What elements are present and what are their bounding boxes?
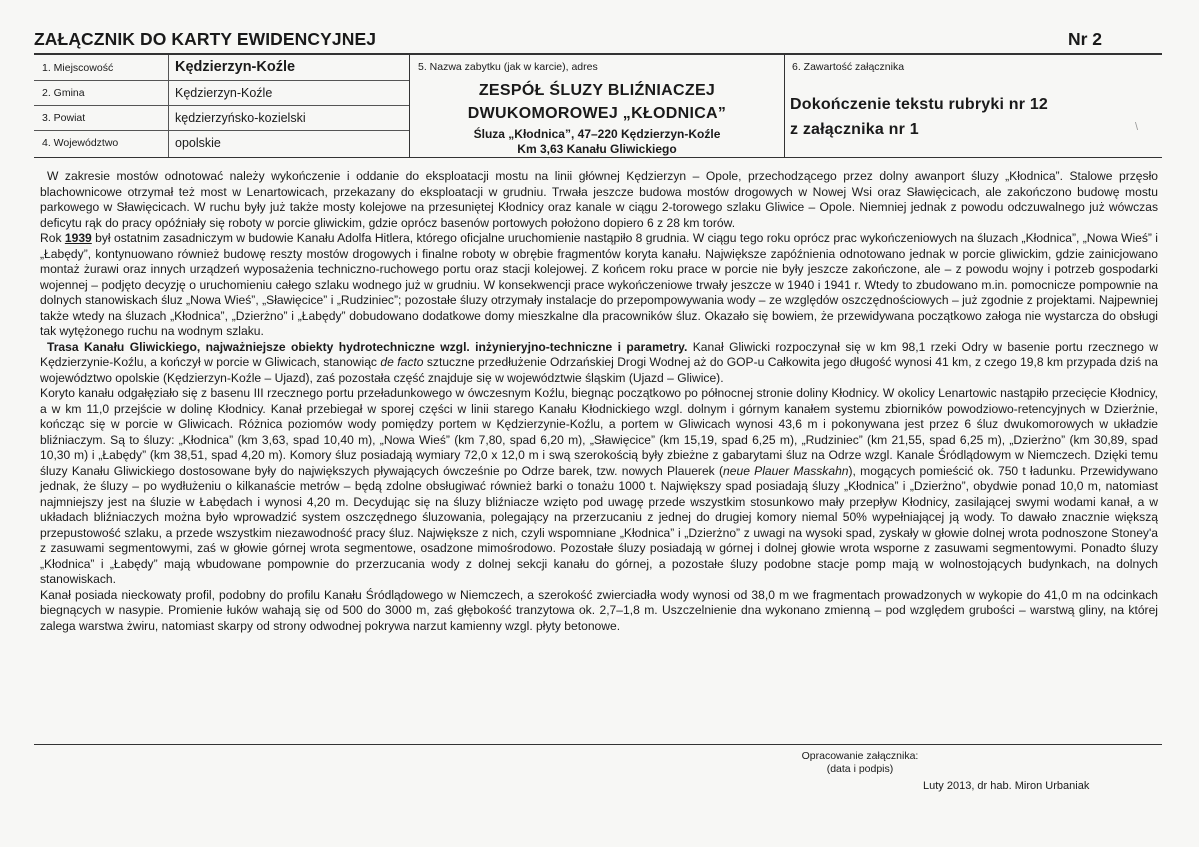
signature: Luty 2013, dr hab. Miron Urbaniak <box>923 780 1090 792</box>
bottom-divider <box>34 744 1162 745</box>
monument-label: 5. Nazwa zabytku (jak w karcie), adres <box>418 61 598 73</box>
paragraph-bridges: W zakresie mostów odnotować należy wykończenie i oddanie do eksploatacji mostu na linii głównej Kędzierzyn – Opole, przechodzącego przez dolny awanport śluzy „Kłodnica”. Stalowe przęsło blachownicowe otrzymał też most w Lenartowicach, przekazany do eksploatacji w grudniu. Trwała jeszcze budowa mostów drogowych w Nowej Wsi oraz Sławięcicach, ale zakończono budowę mostu parkowego w Sławięcicach. W ruchu były już także mosty kolejowe na przesuniętej Kłodnicy oraz kanale w ciągu 2-torowego szlaku Gliwice – Opole. Niemniej jednak z powodu odczuwalnego już wówczas deficytu rąk do pracy opóźniały się roboty w porcie gliwickim, gdzie oprócz basenów portowych położono dopiero 6 z 28 km torów. <box>40 169 1158 230</box>
field-label: 3. Powiat <box>42 112 86 124</box>
field-value: opolskie <box>175 136 221 150</box>
paragraph-route <box>40 340 1158 387</box>
monument-cell <box>410 55 785 157</box>
monument-name-line1: ZESPÓŁ ŚLUZY BLIŹNIACZEJ <box>478 82 716 99</box>
monument-address-line1: Śluza „Kłodnica”, 47–220 Kędzierzyn-Koźle <box>473 127 721 141</box>
monument-name <box>410 79 784 125</box>
field-value: Kędzierzyn-Koźle <box>175 59 296 75</box>
body-text <box>40 169 1158 634</box>
text-run: był ostatnim zasadniczym w budowie Kanału Adolfa Hitlera, którego oficjalne uruchomienie nastąpiło 8 grudnia. W ciągu tego roku oprócz prac wykończeniowych na śluzach „Kłodnica”, „Nowa Wieś” i „Łabędy”, kontynuowano również budowę reszty mostów drogowych i finalne roboty w obrębie fragmentów koryta kanału. Największe zapóźnienia odnotowano jednak w porcie gliwickim, gdzie zainicjowano montaż żurawi oraz innych urządzeń wyposażenia techniczno-ruchowego portu oraz stacji kolejowej. Z końcem roku prace w porcie nie były jeszcze zakończone, ale – z powodu wojny i potrzeb gospodarki wojennej – podjęto decyzję o uruchomieniu całego szlaku wodnego już w grudniu. W konsekwencji prace wykończeniowe trwały jeszcze w 1940 i 1941 r. Wtedy to zbudowano m.in. pomocnicze pompownie na dolnych stanowiskach śluz „Nowa Wieś”, „Sławięcice” i „Rudziniec”; pozostałe śluzy otrzymały instalacje do przepompowywania wody – ze względów oszczędnościowych – już zgodnie z projektami. Najpewniej także wtedy na śluzach „Kłodnica”, „Dzierżno” i „Łabędy” dobudowano dodatkowe domy mieszkalne dla pracowników śluz. Okazało się bowiem, że przewidywana początkowo załoga nie wystarcza do obsługi tak wytężonego ruchu na wodnym szlaku. <box>40 231 1158 338</box>
header-table <box>34 55 1162 158</box>
margin-mark: \ <box>1135 121 1139 133</box>
italic-text: de facto <box>380 355 424 369</box>
field-label: 1. Miejscowość <box>42 62 114 74</box>
title-row <box>34 29 1162 53</box>
section-heading: Trasa Kanału Gliwickiego, najważniejsze obiekty hydrotechniczne wzgl. inżynieryjno-techniczne i parametry. <box>47 339 688 354</box>
content-line1: Dokończenie tekstu rubryki nr 12 <box>790 96 1049 113</box>
monument-address <box>410 127 784 156</box>
text-run: Koryto kanału odgałęziało się z basenu III rzecznego portu przeładunkowego w ówczesnym Koźlu, biegnąc początkowo po północnej stronie doliny Kłodnicy. W okolicy Lenartowic nastąpiło przecięcie Kłodnicy, a w km 11,0 przejście w dolinę Kłodnicy. Kanał przebiegał w sporej części w linii starego Kanału Kłodnickiego wzgl. dolnym i górnym kanałem systemu zbiorników powodziowo-retencyjnych w Dzierżnie, kończąc się w porcie w Gliwicach. Różnica poziomów wody pomiędzy portem w Kędzierzynie-Koźlu, a portem w Gliwicach wynosi 43,6 m i pokonywana jest przez 6 śluz dwukomorowych w układzie bliźniaczym. Są to śluzy: „Kłodnica” (km 3,63, spad 10,40 m), „Nowa Wieś” (km 7,80, spad 6,20 m), „Sławięcice” (km 15,19, spad 6,25 m), „Rudziniec” (km 21,55, spad 6,25 m), „Dzierżno” (km 30,89, spad 10,30 m) i „Łabędy” (km 38,51, spad 4,20 m). Komory śluz posiadają wymiary 72,0 x 12,0 m i swą szerokością były zbieżne z gabarytami śluz na Odrze wzgl. Kanale Śródlądowym w Niemczech. Dzięki temu śluzy Kanału Gliwickiego dostosowane były do największych pływających ówcześnie po Odrze barek, tzw. nowych Plauerek ( <box>40 386 1158 478</box>
field-value: Kędzierzyn-Koźle <box>175 86 273 100</box>
year-1939: 1939 <box>64 231 92 245</box>
paragraph-locks <box>40 386 1158 588</box>
field-row-powiat <box>34 105 409 131</box>
content-cell <box>785 55 1162 157</box>
location-fields <box>34 55 410 157</box>
paragraph-profile: Kanał posiada nieckowaty profil, podobny do profilu Kanału Śródlądowego w Niemczech, a szerokość zwierciadła wody wynosi od 38,0 m we fragmentach prowadzonych w wykopie do 41,0 m na odcinkach biegnących w nasypie. Promienie łuków wahają się od 500 do 3000 m, zaś głębokość tranzytowa ok. 2,7–1,8 m. Uszczelnienie dna wykonano zmienną – pod względem grubości – warstwą gliny, na której zalega warstwa żwiru, natomiast skarpy od strony odwodnej pokrywa narzut kamienny wzgl. płyty betonowe. <box>40 587 1158 633</box>
text-run: Rok <box>40 231 65 245</box>
text-run: ), mogących pomieścić ok. 750 t ładunku. Przewidywano jednak, że śluzy – po wydłużeniu o kilkanaście metrów – będą zdolne obsługiwać również barki o tonażu 1000 t. Największy spad posiadają śluzy „Kłodnica” i „Dzierżno”, obydwie ponad 10,0 m, natomiast najmniejszy jest na śluzie w Łabędach i wynosi 4,20 m. Decydując się na śluzy bliźniacze wzięto pod uwagę przede wszystkim stosunkowo mały przepływ Kłodnicy, zasilającej swymi wodami kanał, a w układach bliźniaczych można było wprowadzić system oszczędnego śluzowania, polegający na przerzucaniu z jednej do drugiej komory niemal 50% wypełniającej ją wody. To dawało znacznie większą przepustowość szlaku, a przede wszystkim niezawodność pracy śluz. Największe z nich, czyli wspomniane „Kłodnica” i „Dzierżno” z uwagi na wysoki spad, zyskały w głowie dolnej wrota podnoszone Stoney'a z zasuwami segmentowymi, zaś w głowie górnej wrota segmentowe, osadzone mimośrodowo. Pozostałe śluzy posiadają w górnej i dolnej głowie wrota wsporne z zasuwami segmentowymi. Ponadto śluzy „Kłodnica” i „Łabędy” mają wbudowane pompownie do przerzucania wody z dolnej sekcji kanału do górnej, a pozostałe śluzy podobne stacje pomp mają w wolnostojących budynkach, na dolnych stanowiskach. <box>40 463 1158 586</box>
field-row-wojewodztwo <box>34 130 409 155</box>
prepared-sub: (data i podpis) <box>826 763 894 775</box>
field-label: 2. Gmina <box>42 87 85 99</box>
content-label: 6. Zawartość załącznika <box>792 61 905 73</box>
monument-address-line2: Km 3,63 Kanału Gliwickiego <box>517 141 677 156</box>
field-value: kędzierzyńsko-kozielski <box>175 111 306 125</box>
field-row-gmina <box>34 80 409 106</box>
prepared-by <box>760 750 960 776</box>
content-line2: z załącznika nr 1 <box>790 121 919 138</box>
text-run: Kanał Gliwicki rozpoczynał się w km 98,1 rzeki Odry w basenie portu rzecznego w Kędzierzynie-Koźlu, a kończył w porcie w Gliwicach, stanowiąc <box>40 339 1159 369</box>
text-run: sztuczne przedłużenie Odrzańskiej Drogi Wodnej aż do GOP-u Całkowita jego długość wynosi 41 km, z czego 19,8 km przypada dziś na województwo opolskie (Kędzierzyn-Koźle – Ujazd), zaś pozostała część znajduje się w województwie śląskim (Ujazd – Gliwice). <box>40 355 1159 385</box>
field-label: 4. Województwo <box>42 137 119 149</box>
field-row-miejscowosc <box>34 55 409 81</box>
monument-name-line2: DWUKOMOROWEJ „KŁODNICA” <box>467 105 727 122</box>
italic-text: neue Plauer Masskahn <box>723 463 849 478</box>
content-description <box>790 92 1048 142</box>
attachment-number: Nr 2 <box>1067 29 1102 49</box>
paragraph-1939 <box>40 231 1158 340</box>
document-title: ZAŁĄCZNIK DO KARTY EWIDENCYJNEJ <box>34 29 377 49</box>
prepared-label: Opracowanie załącznika: <box>801 750 919 762</box>
